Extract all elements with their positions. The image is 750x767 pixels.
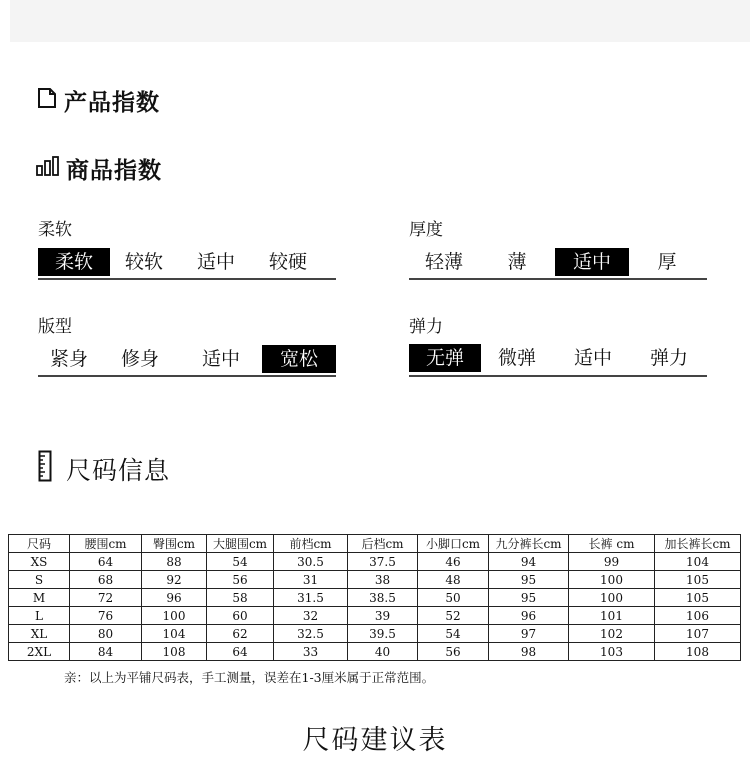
option: 较硬 <box>268 250 307 273</box>
attribute-label: 厚度 <box>409 220 443 240</box>
table-cell: 108 <box>142 643 207 661</box>
table-cell: 72 <box>70 589 142 607</box>
size-cell: 2XL <box>9 643 70 661</box>
table-cell: 76 <box>70 607 142 625</box>
option-selected: 适中 <box>555 248 629 276</box>
size-table-note: 亲：以上为平铺尺码表，手工测量，误差在1-3厘米属于正常范围。 <box>64 670 435 685</box>
option: 弹力 <box>649 346 688 369</box>
attribute-label: 柔软 <box>38 220 72 240</box>
attribute-underline <box>409 375 707 377</box>
option: 较软 <box>124 250 163 273</box>
table-cell: 58 <box>207 589 274 607</box>
table-cell: 39.5 <box>348 625 418 643</box>
size-suggestion-title: 尺码建议表 <box>302 725 448 756</box>
attribute-options <box>409 342 705 373</box>
option: 微弹 <box>497 346 536 369</box>
size-cell: S <box>9 571 70 589</box>
option: 适中 <box>201 347 240 370</box>
header-cell: 加长裤长cm <box>655 535 741 553</box>
table-row <box>9 625 741 643</box>
table-row <box>9 643 741 661</box>
table-cell: 102 <box>569 625 655 643</box>
attribute-label: 弹力 <box>409 317 443 337</box>
table-row <box>9 553 741 571</box>
table-cell: 96 <box>142 589 207 607</box>
table-cell: 52 <box>418 607 489 625</box>
table-cell: 31.5 <box>274 589 348 607</box>
goods-index-heading <box>36 152 162 185</box>
table-cell: 80 <box>70 625 142 643</box>
header-cell: 前档cm <box>274 535 348 553</box>
attribute-thickness <box>409 215 709 273</box>
attribute-options <box>38 343 336 374</box>
table-cell: 38 <box>348 571 418 589</box>
table-cell: 54 <box>207 553 274 571</box>
header-cell: 大腿围cm <box>207 535 274 553</box>
header-cell: 尺码 <box>9 535 70 553</box>
table-cell: 94 <box>489 553 569 571</box>
option: 薄 <box>507 250 527 273</box>
size-cell: XL <box>9 625 70 643</box>
ruler-icon <box>38 450 52 488</box>
top-banner-band <box>10 0 750 42</box>
attribute-underline <box>409 278 707 280</box>
table-cell: 38.5 <box>348 589 418 607</box>
attribute-options <box>409 246 705 277</box>
table-cell: 62 <box>207 625 274 643</box>
size-table-header-row <box>9 535 741 553</box>
table-cell: 31 <box>274 571 348 589</box>
header-cell: 长裤 cm <box>569 535 655 553</box>
table-row <box>9 589 741 607</box>
table-cell: 104 <box>655 553 741 571</box>
size-cell: XS <box>9 553 70 571</box>
attribute-underline <box>38 375 336 377</box>
table-cell: 40 <box>348 643 418 661</box>
table-cell: 32 <box>274 607 348 625</box>
size-cell: M <box>9 589 70 607</box>
table-cell: 46 <box>418 553 489 571</box>
table-cell: 107 <box>655 625 741 643</box>
table-cell: 39 <box>348 607 418 625</box>
table-cell: 37.5 <box>348 553 418 571</box>
table-cell: 99 <box>569 553 655 571</box>
table-cell: 105 <box>655 571 741 589</box>
table-cell: 95 <box>489 571 569 589</box>
header-cell: 后档cm <box>348 535 418 553</box>
table-row <box>9 571 741 589</box>
size-info-title: 尺码信息 <box>66 456 171 485</box>
attribute-label: 版型 <box>38 317 72 337</box>
table-cell: 100 <box>569 589 655 607</box>
table-cell: 56 <box>207 571 274 589</box>
table-cell: 105 <box>655 589 741 607</box>
goods-index-title: 商品指数 <box>66 158 162 184</box>
header-cell: 臀围cm <box>142 535 207 553</box>
product-index-title: 产品指数 <box>64 90 160 116</box>
table-cell: 100 <box>142 607 207 625</box>
table-cell: 104 <box>142 625 207 643</box>
product-index-heading <box>36 84 160 117</box>
option: 适中 <box>573 346 612 369</box>
table-cell: 84 <box>70 643 142 661</box>
table-cell: 98 <box>489 643 569 661</box>
bar-chart-icon <box>36 155 60 183</box>
attribute-softness <box>38 215 338 273</box>
table-cell: 68 <box>70 571 142 589</box>
table-cell: 103 <box>569 643 655 661</box>
table-cell: 100 <box>569 571 655 589</box>
attribute-fit <box>38 312 338 370</box>
option: 适中 <box>196 250 235 273</box>
table-cell: 108 <box>655 643 741 661</box>
option: 厚 <box>657 250 677 273</box>
option: 紧身 <box>49 347 88 370</box>
option-selected: 无弹 <box>409 344 481 372</box>
table-cell: 56 <box>418 643 489 661</box>
header-cell: 腰围cm <box>70 535 142 553</box>
attribute-options <box>38 246 322 277</box>
option-selected: 宽松 <box>262 345 336 373</box>
attribute-elasticity <box>409 312 709 369</box>
option-selected: 柔软 <box>38 248 110 276</box>
header-cell: 九分裤长cm <box>489 535 569 553</box>
table-cell: 101 <box>569 607 655 625</box>
table-cell: 64 <box>207 643 274 661</box>
option: 修身 <box>120 347 159 370</box>
table-cell: 32.5 <box>274 625 348 643</box>
table-cell: 54 <box>418 625 489 643</box>
attribute-underline <box>38 278 336 280</box>
table-cell: 64 <box>70 553 142 571</box>
table-cell: 106 <box>655 607 741 625</box>
table-cell: 96 <box>489 607 569 625</box>
table-cell: 33 <box>274 643 348 661</box>
table-cell: 48 <box>418 571 489 589</box>
table-cell: 30.5 <box>274 553 348 571</box>
table-cell: 95 <box>489 589 569 607</box>
table-cell: 50 <box>418 589 489 607</box>
table-cell: 60 <box>207 607 274 625</box>
option: 轻薄 <box>424 250 463 273</box>
size-info-heading <box>38 450 170 488</box>
header-cell: 小脚口cm <box>418 535 489 553</box>
document-icon <box>36 87 58 115</box>
size-cell: L <box>9 607 70 625</box>
table-row <box>9 607 741 625</box>
table-cell: 88 <box>142 553 207 571</box>
table-cell: 92 <box>142 571 207 589</box>
table-cell: 97 <box>489 625 569 643</box>
size-table <box>8 534 741 661</box>
